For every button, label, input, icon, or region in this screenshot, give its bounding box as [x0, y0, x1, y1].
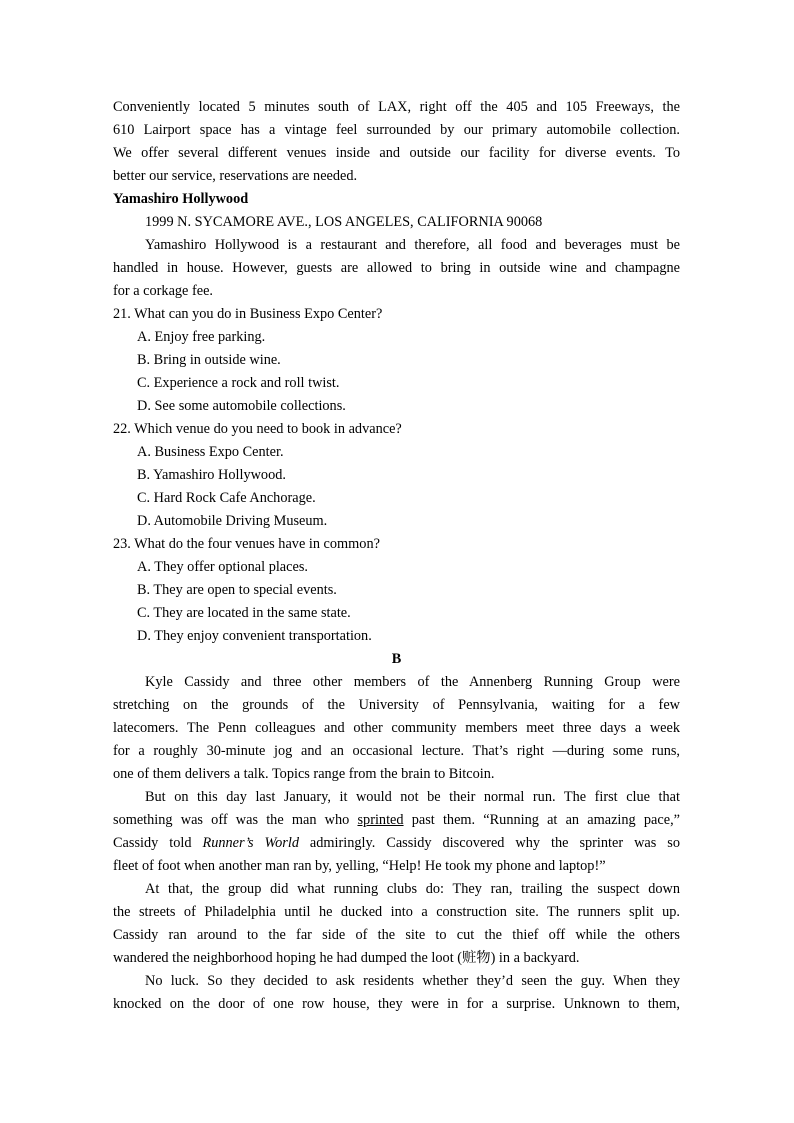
- passage-b-line: [113, 809, 680, 832]
- option-b: B. Bring in outside wine.: [137, 352, 281, 368]
- option-a: A. Business Expo Center.: [137, 444, 284, 460]
- question-stem: 22. Which venue do you need to book in advance?: [113, 421, 402, 437]
- question-22: [113, 418, 680, 533]
- passage-b-line: Kyle Cassidy and three other members of the Annenberg Running Group were: [145, 674, 680, 690]
- yamashiro-heading: Yamashiro Hollywood: [113, 191, 249, 207]
- option-b: B. Yamashiro Hollywood.: [137, 467, 286, 483]
- question-stem: 23. What do the four venues have in common?: [113, 536, 380, 552]
- passage-a-line: We offer several different venues inside and outside our facility for diverse events. To: [113, 145, 680, 161]
- option-d: D. Automobile Driving Museum.: [137, 513, 328, 529]
- text-run: past them. “Running at an amazing pace,”: [403, 812, 680, 828]
- option-c: C. They are located in the same state.: [137, 605, 351, 621]
- option-b: B. They are open to special events.: [137, 582, 337, 598]
- passage-b-line: Cassidy ran around to the far side of the site to cut the thief off while the others: [113, 927, 680, 943]
- option-a: A. Enjoy free parking.: [137, 329, 266, 345]
- passage-b-line: But on this day last January, it would not be their normal run. The first clue that: [145, 789, 680, 805]
- passage-a-line: 610 Lairport space has a vintage feel surrounded by our primary automobile collection.: [113, 122, 680, 138]
- yamashiro-line: Yamashiro Hollywood is a restaurant and therefore, all food and beverages must be: [145, 237, 680, 253]
- option-d: D. They enjoy convenient transportation.: [137, 628, 372, 644]
- option-d: D. See some automobile collections.: [137, 398, 346, 414]
- option-a: A. They offer optional places.: [137, 559, 308, 575]
- passage-b-line: for a roughly 30-minute jog and an occasional lecture. That’s right —during some runs,: [113, 743, 680, 759]
- magazine-title: Runner’s World: [202, 835, 299, 851]
- question-23: [113, 533, 680, 648]
- section-b-title: B: [391, 651, 402, 667]
- yamashiro-line: handled in house. However, guests are allowed to bring in outside wine and champagne: [113, 260, 680, 276]
- underlined-word: sprinted: [357, 812, 404, 828]
- passage-b-line: the streets of Philadelphia until he ducked into a construction site. The runners split up.: [113, 904, 680, 920]
- yamashiro-line: for a corkage fee.: [113, 283, 214, 299]
- passage-a-line: better our service, reservations are needed.: [113, 168, 358, 184]
- passage-b-line: fleet of foot when another man ran by, yelling, “Help! He took my phone and laptop!”: [113, 858, 606, 874]
- passage-b-line: latecomers. The Penn colleagues and other community members meet three days a week: [113, 720, 680, 736]
- text-run: something was off was the man who: [113, 812, 350, 828]
- passage-b-line: knocked on the door of one row house, they were in for a surprise. Unknown to them,: [113, 996, 680, 1012]
- passage-b-line: one of them delivers a talk. Topics range from the brain to Bitcoin.: [113, 766, 495, 782]
- text-run: admiringly. Cassidy discovered why the sprinter was so: [298, 835, 680, 851]
- option-c: C. Hard Rock Cafe Anchorage.: [137, 490, 316, 506]
- question-stem: 21. What can you do in Business Expo Center?: [113, 306, 383, 322]
- passage-a-line: Conveniently located 5 minutes south of LAX, right off the 405 and 105 Freeways, the: [113, 99, 680, 115]
- question-21: [113, 303, 680, 418]
- passage-b-line: stretching on the grounds of the University of Pennsylvania, waiting for a few: [113, 697, 680, 713]
- text-run: Cassidy told: [113, 835, 203, 851]
- passage-b-line: [113, 832, 680, 855]
- document-page: [113, 96, 680, 1016]
- yamashiro-address: 1999 N. SYCAMORE AVE., LOS ANGELES, CALIFORNIA 90068: [145, 214, 543, 230]
- option-c: C. Experience a rock and roll twist.: [137, 375, 340, 391]
- passage-b-line: No luck. So they decided to ask residents whether they’d seen the guy. When they: [145, 973, 680, 989]
- passage-b-line: wandered the neighborhood hoping he had dumped the loot (赃物) in a backyard.: [113, 950, 580, 966]
- passage-b-line: At that, the group did what running clubs do: They ran, trailing the suspect down: [145, 881, 680, 897]
